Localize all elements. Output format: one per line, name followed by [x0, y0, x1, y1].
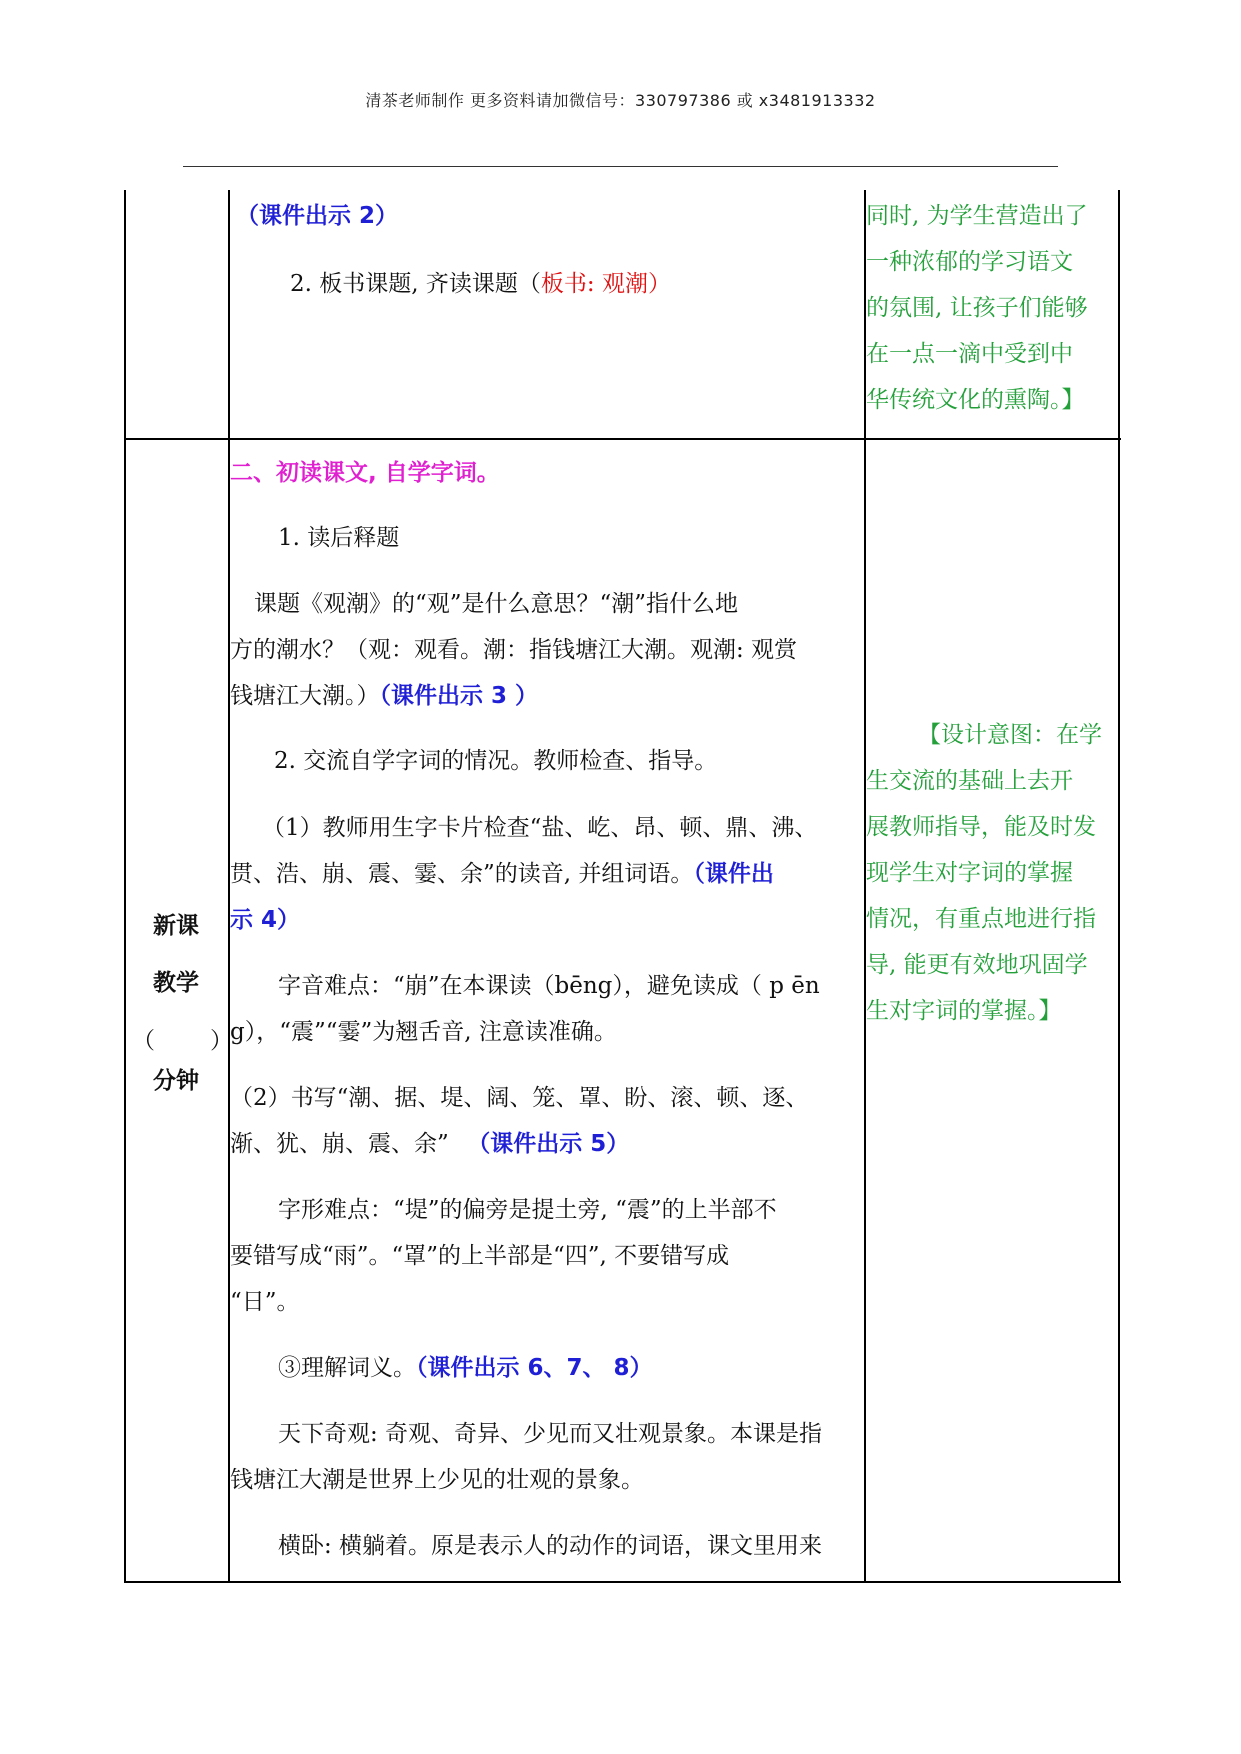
- intent-line: 一种浓郁的学习语文: [866, 249, 1073, 275]
- para-2-line3-text: 钱塘江大潮。）: [230, 683, 380, 709]
- intent-line: 情况，有重点地进行指: [866, 906, 1096, 932]
- intent-line: 同时, 为学生营造出了: [866, 203, 1088, 229]
- para-4-line1: （1）教师用生字卡片检查“盐、屹、昂、顿、鼎、沸、: [262, 815, 818, 841]
- courseware-note-4a: （课件出: [693, 861, 774, 887]
- para-8-text: ③理解词义。: [278, 1355, 416, 1381]
- para-3: 2. 交流自学字词的情况。教师检查、指导。: [274, 748, 718, 774]
- row-separator: [124, 438, 1121, 440]
- section-title: 二、初读课文, 自学字词。: [230, 460, 500, 486]
- courseware-note-2: （课件出示 2）: [236, 203, 399, 229]
- section-label-line4: 分钟: [153, 1068, 199, 1094]
- para-1: 1. 读后释题: [278, 525, 400, 551]
- section-label-line1: 新课: [153, 913, 199, 939]
- intent-line: 华传统文化的熏陶。】: [866, 387, 1085, 413]
- board-title-line: [290, 268, 671, 300]
- para-7-line3: “日”。: [230, 1289, 300, 1315]
- para-9-line1: 天下奇观: 奇观、奇异、少见而又壮观景象。本课是指: [278, 1421, 823, 1447]
- para-9-line2: 钱塘江大潮是世界上少见的壮观的景象。: [230, 1467, 644, 1493]
- row2-design-intent: [866, 712, 1114, 1034]
- intent-line: 在一点一滴中受到中: [866, 341, 1073, 367]
- intent-line: 的氛围, 让孩子们能够: [866, 295, 1088, 321]
- intent-line: 生对字词的掌握。】: [866, 998, 1062, 1024]
- intent-line: 生交流的基础上去开: [866, 768, 1073, 794]
- para-8: [278, 1352, 653, 1384]
- courseware-note-5: （课件出示 5）: [478, 1131, 630, 1157]
- intent-line: 导, 能更有效地巩固学: [866, 952, 1088, 978]
- duration-paren-close: ）: [210, 1028, 233, 1054]
- table-border-right: [1118, 190, 1120, 1583]
- para-7-line1: 字形难点：“堤”的偏旁是提土旁, “震”的上半部不: [278, 1197, 777, 1223]
- intent-line: 【设计意图：在学: [918, 722, 1102, 748]
- board-title-red: 板书: 观潮）: [540, 271, 671, 297]
- para-4-line2-text: 贯、浩、崩、震、霎、余”的读音, 并组词语。: [230, 861, 694, 887]
- para-4-line2: [230, 858, 774, 890]
- courseware-note-4b: 示 4）: [230, 907, 301, 933]
- courseware-note-3: （课件出示 3 ）: [379, 683, 539, 709]
- courseware-note-6-8: （课件出示 6、7、 8）: [416, 1355, 653, 1381]
- para-6-line2: [230, 1128, 629, 1160]
- para-7-line2: 要错写成“雨”。“罩”的上半部是“四”, 不要错写成: [230, 1243, 730, 1269]
- intent-line: 展教师指导，能及时发: [866, 814, 1096, 840]
- para-2-line2: 方的潮水？（观：观看。潮：指钱塘江大潮。观潮: 观赏: [230, 637, 798, 663]
- para-2-line3: [230, 680, 538, 712]
- row1-design-intent: [866, 193, 1114, 423]
- para-5-line2: g），“震”“霎”为翘舌音, 注意读准确。: [230, 1019, 617, 1045]
- board-title-text: 2. 板书课题, 齐读课题（: [290, 271, 541, 297]
- page-header: 清茶老师制作 更多资料请加微信号：330797386 或 x3481913332: [365, 91, 876, 110]
- para-6-line1: （2）书写“潮、据、堤、阔、笼、罩、盼、滚、顿、逐、: [230, 1085, 809, 1111]
- para-6-line2-text: 渐、犹、崩、震、余”: [230, 1131, 449, 1157]
- table-border-left: [124, 190, 126, 1583]
- para-10: 横卧: 横躺着。原是表示人的动作的词语，课文里用来: [278, 1533, 823, 1559]
- section-label-line2: 教学: [153, 970, 199, 996]
- para-2-line1: 课题《观潮》的“观”是什么意思？“潮”指什么地: [254, 591, 739, 617]
- intent-line: 现学生对字词的掌握: [866, 860, 1073, 886]
- table-border-bottom: [124, 1581, 1121, 1583]
- para-5-line1: 字音难点：“崩”在本课读（bēng），避免读成（ p ēn: [278, 973, 820, 999]
- header-divider: [183, 166, 1058, 167]
- duration-paren-open: （: [132, 1028, 155, 1054]
